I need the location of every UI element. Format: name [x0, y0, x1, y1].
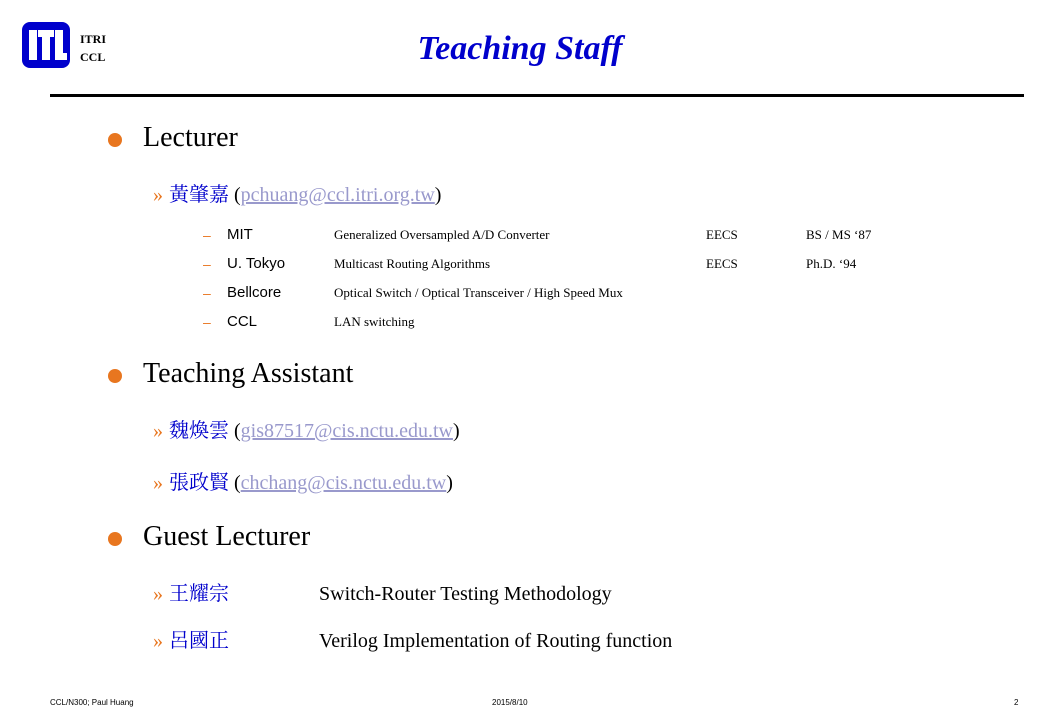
ta-email-link[interactable]: chchang@cis.nctu.edu.tw [240, 472, 447, 494]
dash-icon: – [203, 285, 211, 301]
sub-bullet-icon: » [153, 184, 163, 206]
header-divider [50, 94, 1024, 97]
history-dept: EECS [706, 227, 738, 242]
history-degree: BS / MS ‘87 [806, 227, 872, 242]
org-line-itri: ITRI [80, 32, 107, 46]
history-institution: Bellcore [227, 284, 282, 301]
heading-lecturer: Lecturer [143, 122, 238, 153]
bullet-ta [108, 369, 122, 383]
sub-bullet-icon: » [153, 583, 163, 605]
history-topic: Generalized Oversampled A/D Converter [334, 227, 550, 242]
org-line-ccl: CCL [80, 50, 106, 64]
ta-entry [153, 470, 453, 495]
guest-name: 呂國正 [169, 628, 229, 652]
footer-date: 2015/8/10 [492, 698, 528, 707]
history-institution: MIT [227, 226, 253, 243]
guest-entry [153, 628, 672, 653]
page-title: Teaching Staff [417, 30, 623, 67]
sub-bullet-icon: » [153, 630, 163, 652]
ta-email-wrap: (gis87517@cis.nctu.edu.tw) [234, 420, 460, 442]
footer-author: CCL/N300; Paul Huang [50, 698, 134, 707]
history-topic: Multicast Routing Algorithms [334, 256, 491, 271]
ta-name: 張政賢 [169, 470, 229, 494]
heading-guest: Guest Lecturer [143, 521, 311, 552]
history-institution: U. Tokyo [227, 255, 286, 272]
ta-email-wrap: (chchang@cis.nctu.edu.tw) [234, 472, 453, 494]
footer-page-number: 2 [1014, 698, 1019, 707]
lecturer-email-wrap: (pchuang@ccl.itri.org.tw) [234, 184, 442, 206]
ta-entry [153, 418, 460, 443]
dash-icon: – [203, 314, 211, 330]
ta-name: 魏煥雲 [169, 418, 229, 442]
guest-name: 王耀宗 [169, 581, 229, 605]
bullet-guest [108, 532, 122, 546]
lecturer-email-link[interactable]: pchuang@ccl.itri.org.tw [240, 184, 435, 206]
bullet-lecturer [108, 133, 122, 147]
guest-topic: Verilog Implementation of Routing function [319, 630, 673, 652]
history-topic: Optical Switch / Optical Transceiver / High Speed Mux [334, 285, 623, 300]
history-institution: CCL [227, 313, 258, 330]
dash-icon: – [203, 227, 211, 243]
guest-topic: Switch-Router Testing Methodology [319, 583, 612, 605]
history-dept: EECS [706, 256, 738, 271]
lecturer-name: 黃肇嘉 [169, 182, 229, 206]
sub-bullet-icon: » [153, 420, 163, 442]
guest-entry [153, 581, 612, 606]
ta-email-link[interactable]: gis87517@cis.nctu.edu.tw [240, 420, 453, 442]
heading-ta: Teaching Assistant [143, 358, 354, 389]
sub-bullet-icon: » [153, 472, 163, 494]
history-topic: LAN switching [334, 314, 415, 329]
dash-icon: – [203, 256, 211, 272]
history-degree: Ph.D. ‘94 [806, 256, 857, 271]
lecturer-entry [153, 182, 441, 207]
